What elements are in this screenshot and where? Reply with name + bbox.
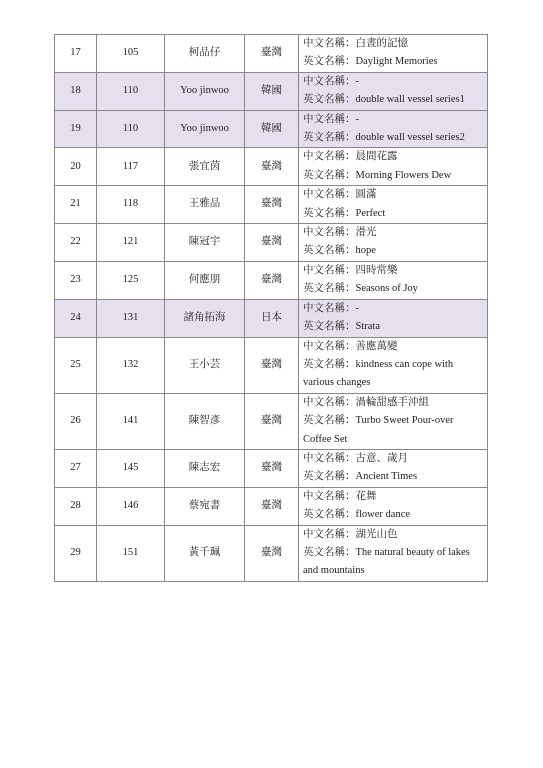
work-title-line: 英文名稱：Perfect [303,207,386,219]
work-title-line: 英文名稱：Seasons of Joy [303,283,418,295]
work-title-line: 中文名稱：善應萬變 [303,340,398,352]
work-title-line: 中文名稱：花舞 [303,490,377,502]
entry-id-cell: 118 [97,186,165,224]
table-row [55,261,488,299]
work-title-line: 英文名稱：flower dance [303,509,411,521]
country-cell: 臺灣 [245,525,299,581]
artist-name-cell: 陳志宏 [165,449,245,487]
work-title-line: 中文名稱：四時常樂 [303,264,398,276]
entry-number-cell: 24 [55,299,97,337]
entry-number-cell: 19 [55,110,97,148]
country-cell: 臺灣 [245,186,299,224]
work-title-cell [299,393,488,449]
table-body [55,35,488,582]
table-row [55,393,488,449]
country-cell: 臺灣 [245,393,299,449]
entry-id-cell: 125 [97,261,165,299]
work-title-line: 英文名稱：double wall vessel series1 [303,94,465,106]
work-title-line: Coffee Set [303,433,348,445]
work-title-line: 中文名稱：- [303,113,359,125]
entry-number-cell: 25 [55,337,97,393]
work-title-line: 中文名稱：- [303,302,359,314]
entry-id-cell: 146 [97,487,165,525]
artist-name-cell: Yoo jinwoo [165,110,245,148]
country-cell: 日本 [245,299,299,337]
table-row [55,148,488,186]
entry-id-cell: 117 [97,148,165,186]
entry-number-cell: 23 [55,261,97,299]
work-title-cell [299,35,488,73]
table-row [55,186,488,224]
artist-name-cell: 陳智彥 [165,393,245,449]
entry-number-cell: 29 [55,525,97,581]
table-row [55,224,488,262]
work-title-line: 英文名稱：hope [303,245,376,257]
work-title-line: 中文名稱：- [303,75,359,87]
country-cell: 臺灣 [245,449,299,487]
work-title-line: various changes [303,377,371,389]
work-title-cell [299,110,488,148]
country-cell: 韓國 [245,72,299,110]
table-row [55,487,488,525]
country-cell: 韓國 [245,110,299,148]
artist-name-cell: 何應朋 [165,261,245,299]
artist-name-cell: 王小芸 [165,337,245,393]
artist-name-cell: 黃千珮 [165,525,245,581]
entry-id-cell: 110 [97,72,165,110]
table-row [55,110,488,148]
entry-id-cell: 121 [97,224,165,262]
work-title-line: 中文名稱：渦輪甜感手沖組 [303,396,429,408]
entry-number-cell: 20 [55,148,97,186]
entry-id-cell: 132 [97,337,165,393]
country-cell: 臺灣 [245,487,299,525]
work-title-cell [299,525,488,581]
artist-name-cell: 陳冠宇 [165,224,245,262]
table-row [55,449,488,487]
work-title-line: 英文名稱：Ancient Times [303,471,418,483]
entry-id-cell: 151 [97,525,165,581]
entry-id-cell: 145 [97,449,165,487]
entry-id-cell: 110 [97,110,165,148]
country-cell: 臺灣 [245,224,299,262]
table-row [55,525,488,581]
artist-name-cell: 張宜茵 [165,148,245,186]
work-title-cell [299,72,488,110]
work-title-cell [299,487,488,525]
work-title-cell [299,186,488,224]
work-title-line: 英文名稱：double wall vessel series2 [303,132,465,144]
entry-number-cell: 17 [55,35,97,73]
work-title-cell [299,224,488,262]
country-cell: 臺灣 [245,148,299,186]
entry-number-cell: 26 [55,393,97,449]
work-title-line: 英文名稱：The natural beauty of lakes [303,546,470,558]
work-title-cell [299,299,488,337]
entry-id-cell: 131 [97,299,165,337]
table-row [55,72,488,110]
entry-number-cell: 18 [55,72,97,110]
artist-name-cell: 諸角拓海 [165,299,245,337]
work-title-line: 中文名稱：白晝的記憶 [303,38,408,49]
work-title-line: 英文名稱：Turbo Sweet Pour-over [303,415,454,427]
work-title-line: 英文名稱：Daylight Memories [303,56,438,68]
work-title-line: 英文名稱：Strata [303,321,380,333]
country-cell: 臺灣 [245,35,299,73]
work-title-line: 英文名稱：kindness can cope with [303,358,454,370]
entry-number-cell: 27 [55,449,97,487]
entry-number-cell: 21 [55,186,97,224]
table-row [55,299,488,337]
country-cell: 臺灣 [245,261,299,299]
country-cell: 臺灣 [245,337,299,393]
artist-name-cell: 蔡宛書 [165,487,245,525]
table-row [55,35,488,73]
table-row [55,337,488,393]
work-title-cell [299,148,488,186]
work-title-line: 中文名稱：圓滿 [303,189,377,201]
work-title-cell [299,337,488,393]
entry-id-cell: 141 [97,393,165,449]
work-title-line: and mountains [303,565,365,577]
work-title-line: 英文名稱：Morning Flowers Dew [303,169,452,181]
work-title-line: 中文名稱：古意、歲月 [303,452,408,464]
entry-number-cell: 22 [55,224,97,262]
entries-table [54,34,488,582]
work-title-line: 中文名稱：湖光山色 [303,528,398,540]
artist-name-cell: 柯品仔 [165,35,245,73]
work-title-line: 中文名稱：滑光 [303,227,377,239]
work-title-cell [299,261,488,299]
artist-name-cell: 王雅品 [165,186,245,224]
entry-id-cell: 105 [97,35,165,73]
artist-name-cell: Yoo jinwoo [165,72,245,110]
work-title-line: 中文名稱：晨間花露 [303,151,398,163]
entry-number-cell: 28 [55,487,97,525]
work-title-cell [299,449,488,487]
